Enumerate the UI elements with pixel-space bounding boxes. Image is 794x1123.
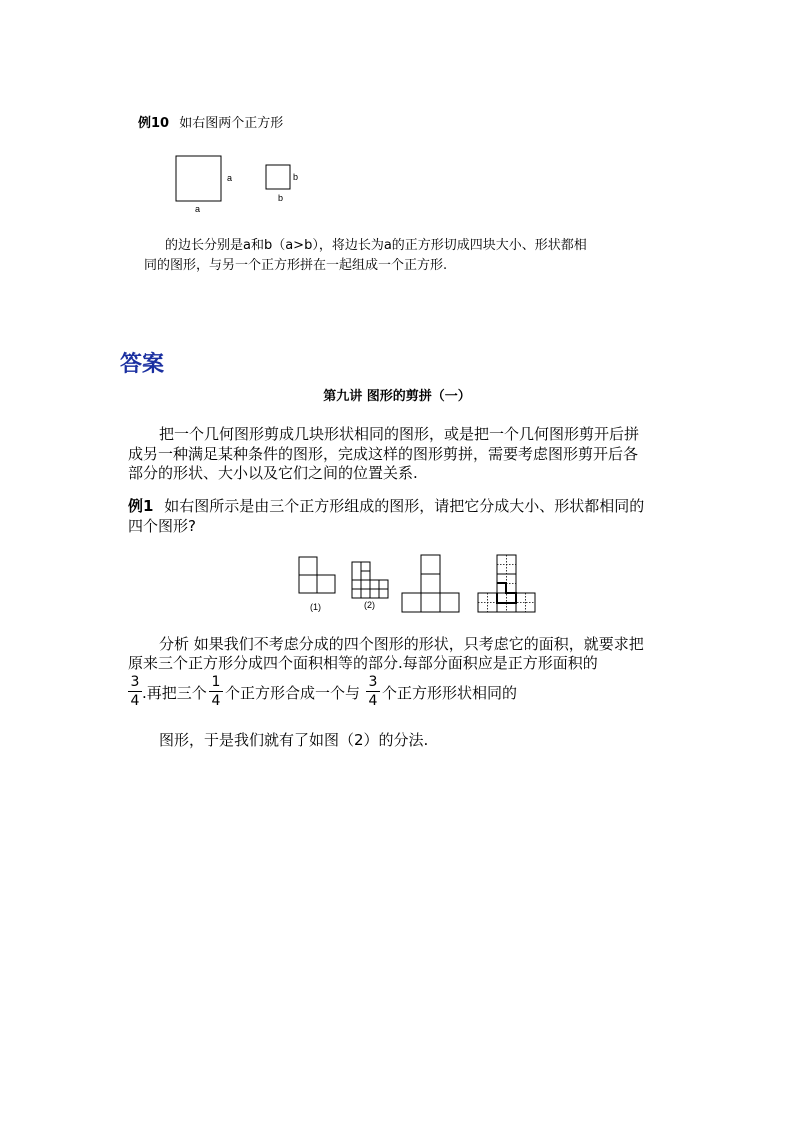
figure-2-label: (2) (364, 600, 375, 610)
fraction-3-4-second (366, 675, 380, 708)
fraction-1-4 (209, 675, 223, 708)
example10-title: 如右图两个正方形 (179, 116, 284, 131)
example10-label: 例10 (138, 116, 170, 131)
figure-3-t-shape (402, 555, 459, 612)
fraction-3-4-first (128, 675, 142, 708)
fraction-numerator: 1 (211, 674, 221, 690)
answer-heading: 答案 (120, 351, 165, 377)
intro-line1: 把一个几何图形剪成几块形状相同的图形，或是把一个几何图形剪开后拼 (159, 425, 640, 443)
analysis-after-frac2: 个正方形合成一个与 (225, 684, 361, 702)
square-b-bottom-label: b (278, 193, 284, 203)
analysis-after-frac1: .再把三个 (142, 684, 207, 702)
analysis-line2: 原来三个正方形分成四个面积相等的部分.每部分面积应是正方形面积的 (128, 654, 598, 672)
fraction-denominator: 4 (368, 693, 378, 709)
intro-line2: 成另一种满足某种条件的图形，完成这样的图形剪拼，需要考虑图形剪开后各 (128, 445, 639, 463)
analysis-line1: 分析 如果我们不考虑分成的四个图形的形状，只考虑它的面积，就要求把 (159, 635, 644, 653)
example1-label: 例1 (128, 497, 154, 515)
intro-line3: 部分的形状、大小以及它们之间的位置关系. (128, 464, 418, 482)
example1-text: 如右图所示是由三个正方形组成的图形，请把它分成大小、形状都相同的 (164, 497, 645, 515)
fraction-denominator: 4 (130, 693, 140, 709)
square-a-side-label: a (227, 173, 233, 183)
example10-text-line2: 同的图形，与另一个正方形拼在一起组成一个正方形. (144, 258, 448, 273)
square-a-bottom-label: a (195, 204, 201, 214)
fraction-numerator: 3 (368, 674, 378, 690)
fraction-denominator: 4 (211, 693, 221, 709)
figure-1-label: (1) (310, 602, 321, 612)
analysis-after-frac3: 个正方形形状相同的 (382, 684, 518, 702)
example10-text-line1: 的边长分别是a和b（a>b），将边长为a的正方形切成四块大小、形状都相 (165, 238, 587, 253)
lesson-title: 第九讲 图形的剪拼（一） (323, 389, 471, 404)
figure-1-l-shape (299, 557, 335, 593)
figure-2-divided-l-shape (352, 562, 388, 598)
fraction-numerator: 3 (130, 674, 140, 690)
square-b-side-label: b (293, 172, 299, 182)
example1-line2: 四个图形? (128, 517, 196, 535)
analysis-line4: 图形，于是我们就有了如图（2）的分法. (159, 731, 429, 749)
